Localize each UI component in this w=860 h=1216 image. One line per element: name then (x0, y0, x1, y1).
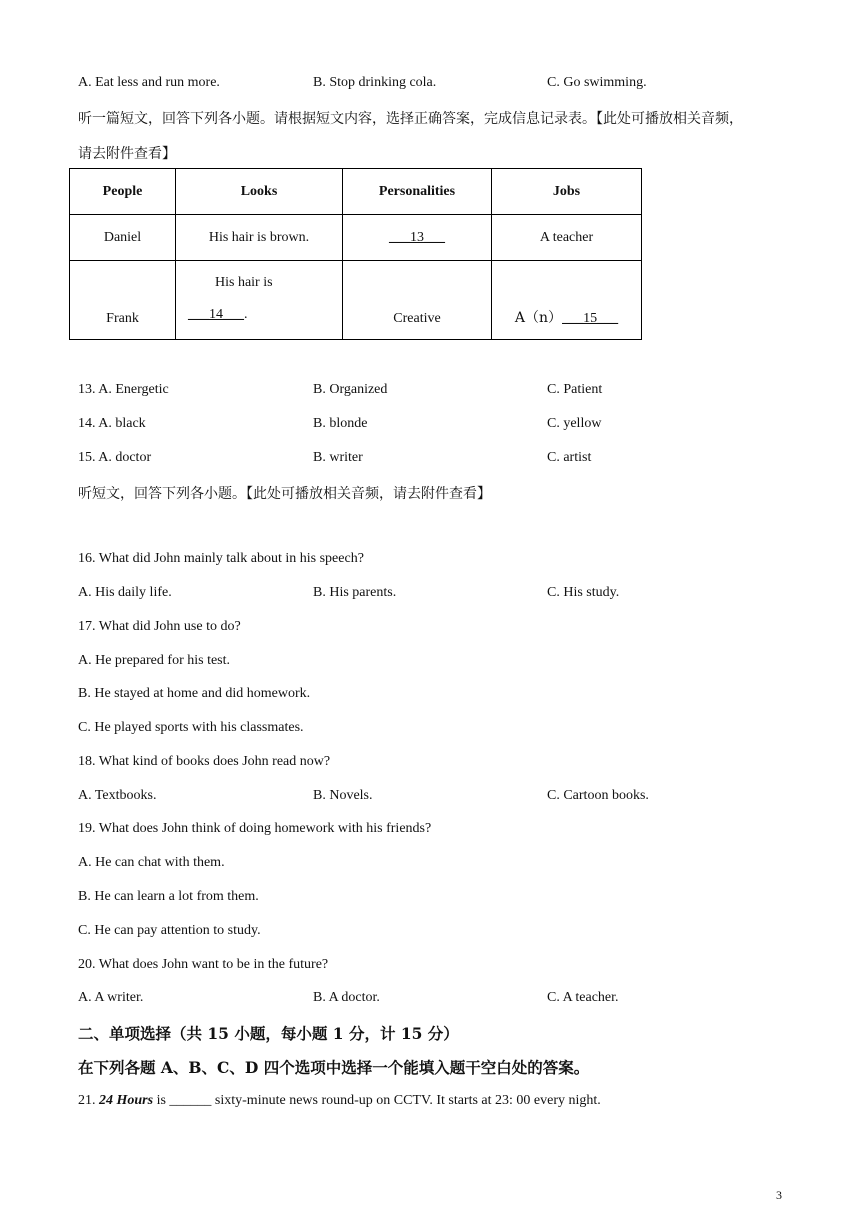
job-blank: ___15___ (562, 311, 619, 326)
q12-option-a: A. Eat less and run more. (78, 75, 220, 90)
section-intro-2: 听短文，回答下列各小题。【此处可播放相关音频，请去附件查看】 (78, 486, 491, 502)
q18-stem: 18. What kind of books does John read now? (78, 754, 331, 769)
q15-option-a: 15. A. doctor (78, 450, 152, 465)
q15-option-c: C. artist (547, 450, 592, 465)
job-prefix: A（n） (514, 310, 563, 326)
q21-rest: is ______ sixty-minute news round-up on CCTV. It starts at 23: 00 every night. (153, 1093, 601, 1108)
q19-option-a: A. He can chat with them. (78, 855, 225, 870)
q21-title: 24 Hours (99, 1093, 154, 1108)
q14-option-b: B. blonde (313, 416, 368, 431)
q13-option-a: 13. A. Energetic (78, 382, 169, 397)
q20-option-c: C. A teacher. (547, 990, 619, 1005)
q16-option-b: B. His parents. (313, 585, 397, 600)
q20-option-b: B. A doctor. (313, 990, 380, 1005)
section-intro-line1: 听一篇短文，回答下列各小题。请根据短文内容，选择正确答案，完成信息记录表。【此处可播放相关音频， (78, 111, 743, 127)
q17-option-c: C. He played sports with his classmates. (78, 720, 304, 735)
q20-stem: 20. What does John want to be in the future? (78, 957, 329, 972)
cell-looks: His hair is brown. (176, 215, 343, 261)
q16-option-c: C. His study. (547, 585, 620, 600)
part2-heading: 二、单项选择（共 15 小题，每小题 1 分，计 15 分） (78, 1024, 459, 1043)
q12-option-c: C. Go swimming. (547, 75, 647, 90)
looks-line1: His hair is (215, 275, 273, 290)
q19-stem: 19. What does John think of doing homework with his friends? (78, 821, 432, 836)
q18-option-c: C. Cartoon books. (547, 788, 649, 803)
looks-blank: ___14___ (188, 307, 244, 322)
part2-instruction: 在下列各题 A、B、C、D 四个选项中选择一个能填入题干空白处的答案。 (78, 1058, 590, 1077)
table-row (70, 215, 642, 261)
header-looks: Looks (176, 169, 343, 215)
q18-option-b: B. Novels. (313, 788, 373, 803)
cell-people: Daniel (70, 215, 176, 261)
header-jobs: Jobs (492, 169, 642, 215)
q19-option-c: C. He can pay attention to study. (78, 923, 261, 938)
cell-job: A teacher (492, 215, 642, 261)
q18-option-a: A. Textbooks. (78, 788, 157, 803)
header-personalities: Personalities (343, 169, 492, 215)
q16-stem: 16. What did John mainly talk about in his speech? (78, 551, 364, 566)
page-number: 3 (776, 1188, 782, 1202)
q13-option-c: C. Patient (547, 382, 603, 397)
q19-option-b: B. He can learn a lot from them. (78, 889, 259, 904)
q16-option-a: A. His daily life. (78, 585, 172, 600)
q20-option-a: A. A writer. (78, 990, 144, 1005)
q17-stem: 17. What did John use to do? (78, 619, 241, 634)
q13-option-b: B. Organized (313, 382, 388, 397)
q12-option-b: B. Stop drinking cola. (313, 75, 437, 90)
cell-looks (176, 261, 343, 340)
q15-option-b: B. writer (313, 450, 363, 465)
info-record-table (69, 168, 642, 340)
table-row (70, 261, 642, 340)
table-header-row (70, 169, 642, 215)
q21-number: 21. (78, 1093, 99, 1108)
cell-personality-blank: ___13___ (343, 215, 492, 261)
header-people: People (70, 169, 176, 215)
q14-option-a: 14. A. black (78, 416, 146, 431)
cell-job (492, 261, 642, 340)
cell-people: Frank (70, 261, 176, 340)
q21-stem (78, 1093, 601, 1109)
q14-option-c: C. yellow (547, 416, 602, 431)
section-intro-line2: 请去附件查看】 (78, 146, 176, 162)
cell-personality: Creative (343, 261, 492, 340)
q17-option-a: A. He prepared for his test. (78, 653, 231, 668)
looks-end: . (244, 307, 248, 322)
q17-option-b: B. He stayed at home and did homework. (78, 686, 311, 701)
